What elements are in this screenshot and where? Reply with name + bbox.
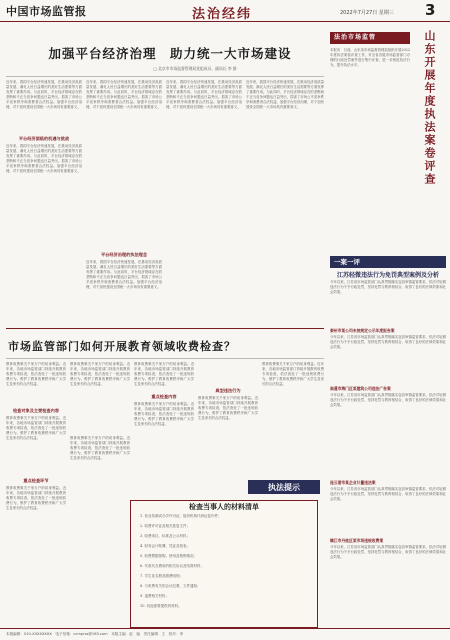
review-subheading-2: 南通市海门区某建筑公司违法广告案 xyxy=(330,386,391,391)
sidebar-vertical-title: 山东开展年度执法案卷评查 xyxy=(423,30,436,186)
review-body-1: 今年以来，江苏省市场监管部门认真贯彻落实包容审慎监管要求，依法对轻微违法行为不予行政处罚，坚持处罚与教育相结合，取得了良好的法律效果和社会效果。 xyxy=(330,280,446,295)
checklist-item: 7. 学生花名册及缴费明细； xyxy=(140,574,183,578)
article2-body-col1a: 教育收费事关千家万户的切身利益。近年来，各地市场监管部门持续开展教育收费专项检查，依法查处了一批违规收费行为，维护了教育收费秩序和广大学生及家长的合法权益。 xyxy=(6,362,66,387)
review-body-4: 今年以来，江苏省市场监管部门认真贯彻落实包容审慎监管要求，依法对轻微违法行为不予行政处罚，坚持处罚与教育相结合，取得了良好的法律效果和社会效果。 xyxy=(330,487,446,502)
divider xyxy=(6,358,324,359)
article2-body-col3a: 教育收费事关千家万户的切身利益。近年来，各地市场监管部门持续开展教育收费专项检查，依法查处了一批违规收费行为，维护了教育收费秩序和广大学生及家长的合法权益。 xyxy=(134,362,194,387)
checklist-item: 6. 代收代办费用的相关协议及结算材料； xyxy=(140,564,204,568)
footer: 本版编辑：010-XXXXXXXX 电子信箱：ccmprss@163.com 本版主编：赵 编 责任编辑：王 校对：李 xyxy=(0,628,450,640)
checklist-title: 检查当事人的材料清单 xyxy=(189,502,259,511)
review-body-3: 今年以来，江苏省市场监管部门认真贯彻落实包容审慎监管要求，依法对轻微违法行为不予行政处罚，坚持处罚与教育相结合，取得了良好的法律效果和社会效果。 xyxy=(330,393,446,408)
section-title: 法治经纬 xyxy=(192,7,253,22)
article1-body-col1b: 近年来，我国平台经济快速发展，在推动经济高质量发展、满足人民日益增长的美好生活需要等方面发挥了重要作用。与此同时，平台经济领域存在的垄断和不正当竞争问题也日益突出，损害了市场公平竞争秩序和消费者合法权益。加强平台经济治理，对于加快建设全国统一大市场具有重要意义。 xyxy=(6,144,82,174)
review-body-5: 今年以来，江苏省市场监管部门认真贯彻落实包容审慎监管要求，依法对轻微违法行为不予行政处罚，坚持处罚与教育相结合，取得了良好的法律效果和社会效果。 xyxy=(330,545,446,560)
paper-name: 中国市场监管报 xyxy=(6,5,87,18)
article2-body-col3b: 教育收费事关千家万户的切身利益。近年来，各地市场监管部门持续开展教育收费专项检查，依法查处了一批违规收费行为，维护了教育收费秩序和广大学生及家长的合法权益。 xyxy=(134,402,194,427)
review-subheading-1: 泰州市某公司未按规定公示年度报告案 xyxy=(330,328,395,333)
page-number: 3 xyxy=(425,1,436,19)
checklist-item: 10. 其他需要提供的材料。 xyxy=(140,604,182,608)
article2-body-col4: 教育收费事关千家万户的切身利益。近年来，各地市场监管部门持续开展教育收费专项检查，依法查处了一批违规收费行为，维护了教育收费秩序和广大学生及家长的合法权益。 xyxy=(198,396,258,421)
checklist-item: 5. 收费票据领购、使用及核销情况； xyxy=(140,554,197,558)
article2-body-col1b: 教育收费事关千家万户的切身利益。近年来，各地市场监管部门持续开展教育收费专项检查，依法查处了一批违规收费行为，维护了教育收费秩序和广大学生及家长的合法权益。 xyxy=(6,416,66,441)
article2-subheading-3: 重点检查环节 xyxy=(23,478,49,483)
article1-subheading-2: 平台经济治理的执法理念 xyxy=(100,252,148,257)
article2-title: 市场监管部门如何开展教育领域收费检查？ xyxy=(8,340,236,353)
sidebar-body: 本报讯 日前，山东省市场监督管理局组织开展2022年度执法案卷评查工作，对全省各级市场监管部门办理的行政处罚案件进行集中评查，进一步规范执法行为，提升执法水平。 xyxy=(330,48,410,68)
article1-body-col2b: 近年来，我国平台经济快速发展，在推动经济高质量发展、满足人民日益增长的美好生活需要等方面发挥了重要作用。与此同时，平台经济领域存在的垄断和不正当竞争问题也日益突出，损害了市场公平竞争秩序和消费者合法权益。加强平台经济治理，对于加快建设全国统一大市场具有重要意义。 xyxy=(86,260,162,290)
review-label: 一案一评 xyxy=(330,256,446,268)
review-subheading-4: 镇江市丹徒区某市场违规收费案 xyxy=(330,538,384,543)
checklist-item: 3. 收费项目、标准及公示材料； xyxy=(140,534,190,538)
sidebar-logo: 法治市场监管 xyxy=(330,32,410,44)
divider xyxy=(6,76,324,77)
article1-body-col2a: 近年来，我国平台经济快速发展，在推动经济高质量发展、满足人民日益增长的美好生活需要等方面发挥了重要作用。与此同时，平台经济领域存在的垄断和不正当竞争问题也日益突出，损害了市场公平竞争秩序和消费者合法权益。加强平台经济治理，对于加快建设全国统一大市场具有重要意义。 xyxy=(86,80,162,110)
review-body-2: 今年以来，江苏省市场监管部门认真贯彻落实包容审慎监管要求，依法对轻微违法行为不予行政处罚，坚持处罚与教育相结合，取得了良好的法律效果和社会效果。 xyxy=(330,335,446,350)
article1-body-col1a: 近年来，我国平台经济快速发展，在推动经济高质量发展、满足人民日益增长的美好生活需要等方面发挥了重要作用。与此同时，平台经济领域存在的垄断和不正当竞争问题也日益突出，损害了市场公平竞争秩序和消费者合法权益。加强平台经济治理，对于加快建设全国统一大市场具有重要意义。 xyxy=(6,80,82,110)
article2-subheading-1: 检查对象及主要检查内容 xyxy=(12,408,60,413)
review-title: 江苏轻微违法行为免罚典型案例及分析 xyxy=(336,272,439,279)
article1-body-col3: 近年来，我国平台经济快速发展，在推动经济高质量发展、满足人民日益增长的美好生活需要等方面发挥了重要作用。与此同时，平台经济领域存在的垄断和不正当竞争问题也日益突出，损害了市场公平竞争秩序和消费者合法权益。加强平台经济治理，对于加快建设全国统一大市场具有重要意义。 xyxy=(166,80,242,110)
article1-byline: □ 北京市市场监督管理局党组成员、副局长 李 群 xyxy=(153,66,237,71)
article1-body-col4: 近年来，我国平台经济快速发展，在推动经济高质量发展、满足人民日益增长的美好生活需要等方面发挥了重要作用。与此同时，平台经济领域存在的垄断和不正当竞争问题也日益突出，损害了市场公平竞争秩序和消费者合法权益。加强平台经济治理，对于加快建设全国统一大市场具有重要意义。 xyxy=(246,80,324,110)
review-subheading-3: 连云港市某企业计量违法案 xyxy=(330,480,376,485)
checklist-item: 8. 与收费有关的会议纪要、文件通知； xyxy=(140,584,201,588)
article2-body-col1c: 教育收费事关千家万户的切身利益。近年来，各地市场监管部门持续开展教育收费专项检查，依法查处了一批违规收费行为，维护了教育收费秩序和广大学生及家长的合法权益。 xyxy=(6,486,66,511)
issue-date: 2022年7月27日 星期三 xyxy=(340,10,394,16)
article1-title: 加强平台经济治理 助力统一大市场建设 xyxy=(48,46,292,61)
article2-subheading-2: 重点检查内容 xyxy=(151,394,177,399)
article1-subheading-1: 平台经济面临的机遇与挑战 xyxy=(18,136,70,141)
article2-body-col2b: 教育收费事关千家万户的切身利益。近年来，各地市场监管部门持续开展教育收费专项检查，依法查处了一批违规收费行为，维护了教育收费秩序和广大学生及家长的合法权益。 xyxy=(70,436,130,461)
checklist-item: 4. 财务会计账簿、凭证及报表； xyxy=(140,544,190,548)
article2-subheading-4: 典型违法行为 xyxy=(215,388,241,393)
divider xyxy=(6,328,324,329)
article2-body-col5: 教育收费事关千家万户的切身利益。近年来，各地市场监管部门持续开展教育收费专项检查，依法查处了一批违规收费行为，维护了教育收费秩序和广大学生及家长的合法权益。 xyxy=(262,362,324,387)
checklist-item: 9. 退费相关材料； xyxy=(140,594,169,598)
checklist-item: 2. 收费许可证及相关批复文件； xyxy=(140,524,190,528)
checklist-item: 1. 营业执照或办学许可证、组织机构代码证复印件； xyxy=(140,514,222,518)
law-tip-tag: 执法提示 xyxy=(248,480,320,494)
article2-body-col2a: 教育收费事关千家万户的切身利益。近年来，各地市场监管部门持续开展教育收费专项检查，依法查处了一批违规收费行为，维护了教育收费秩序和广大学生及家长的合法权益。 xyxy=(70,362,130,387)
